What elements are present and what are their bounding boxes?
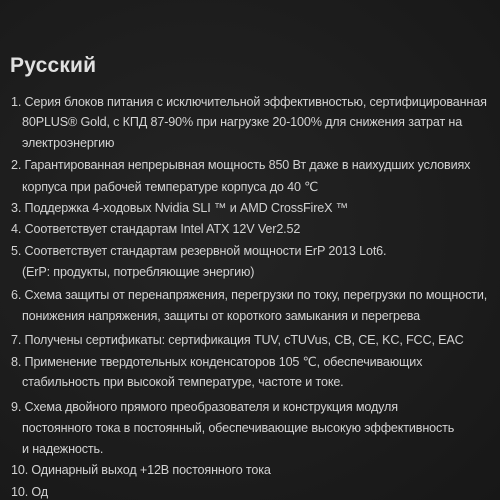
- feature-5-line-2: (ErP: продукты, потребляющие энергию): [22, 265, 255, 279]
- feature-10-line-1: 10. Одинарный выход +12В постоянного тока: [11, 463, 271, 477]
- feature-2-line-1: 2. Гарантированная непрерывная мощность 850 Вт даже в наихудших условиях: [11, 158, 471, 172]
- feature-1-line-2: 80PLUS® Gold, с КПД 87-90% при нагрузке 20-100% для снижения затрат на: [22, 115, 463, 129]
- feature-9-line-1: 9. Схема двойного прямого преобразователя и конструкция модуля: [11, 400, 398, 414]
- feature-2-line-2: корпуса при рабочей температуре корпуса до 40 ℃: [22, 180, 319, 194]
- feature-1-line-3: электроэнергию: [22, 136, 115, 150]
- section-heading: Русский: [10, 54, 97, 77]
- feature-1-line-1: 1. Серия блоков питания с исключительной эффективностью, сертифицированная: [11, 95, 487, 109]
- feature-10-cutoff-line: 10. Од: [11, 485, 48, 499]
- feature-6-line-1: 6. Схема защиты от перенапряжения, перегрузки по току, перегрузки по мощности,: [11, 288, 488, 302]
- feature-4-line-1: 4. Соответствует стандартам Intel ATX 12V Ver2.52: [11, 222, 301, 236]
- feature-5-line-1: 5. Соответствует стандартам резервной мощности ErP 2013 Lot6.: [11, 244, 387, 258]
- feature-6-line-2: понижения напряжения, защиты от короткого замыкания и перегрева: [22, 309, 421, 323]
- feature-8-line-1: 8. Применение твердотельных конденсаторов 105 ℃, обеспечивающих: [11, 355, 423, 369]
- feature-8-line-2: стабильность при высокой температуре, частоте и токе.: [22, 375, 344, 389]
- feature-7-line-1: 7. Получены сертификаты: сертификация TUV, cTUVus, CB, CE, KC, FCC, EAC: [11, 333, 464, 347]
- feature-3-line-1: 3. Поддержка 4-ходовых Nvidia SLI ™ и AMD CrossFireX ™: [11, 201, 349, 215]
- feature-9-line-2: постоянного тока в постоянный, обеспечивающие высокую эффективность: [22, 421, 455, 435]
- feature-9-line-3: и надежность.: [22, 442, 104, 456]
